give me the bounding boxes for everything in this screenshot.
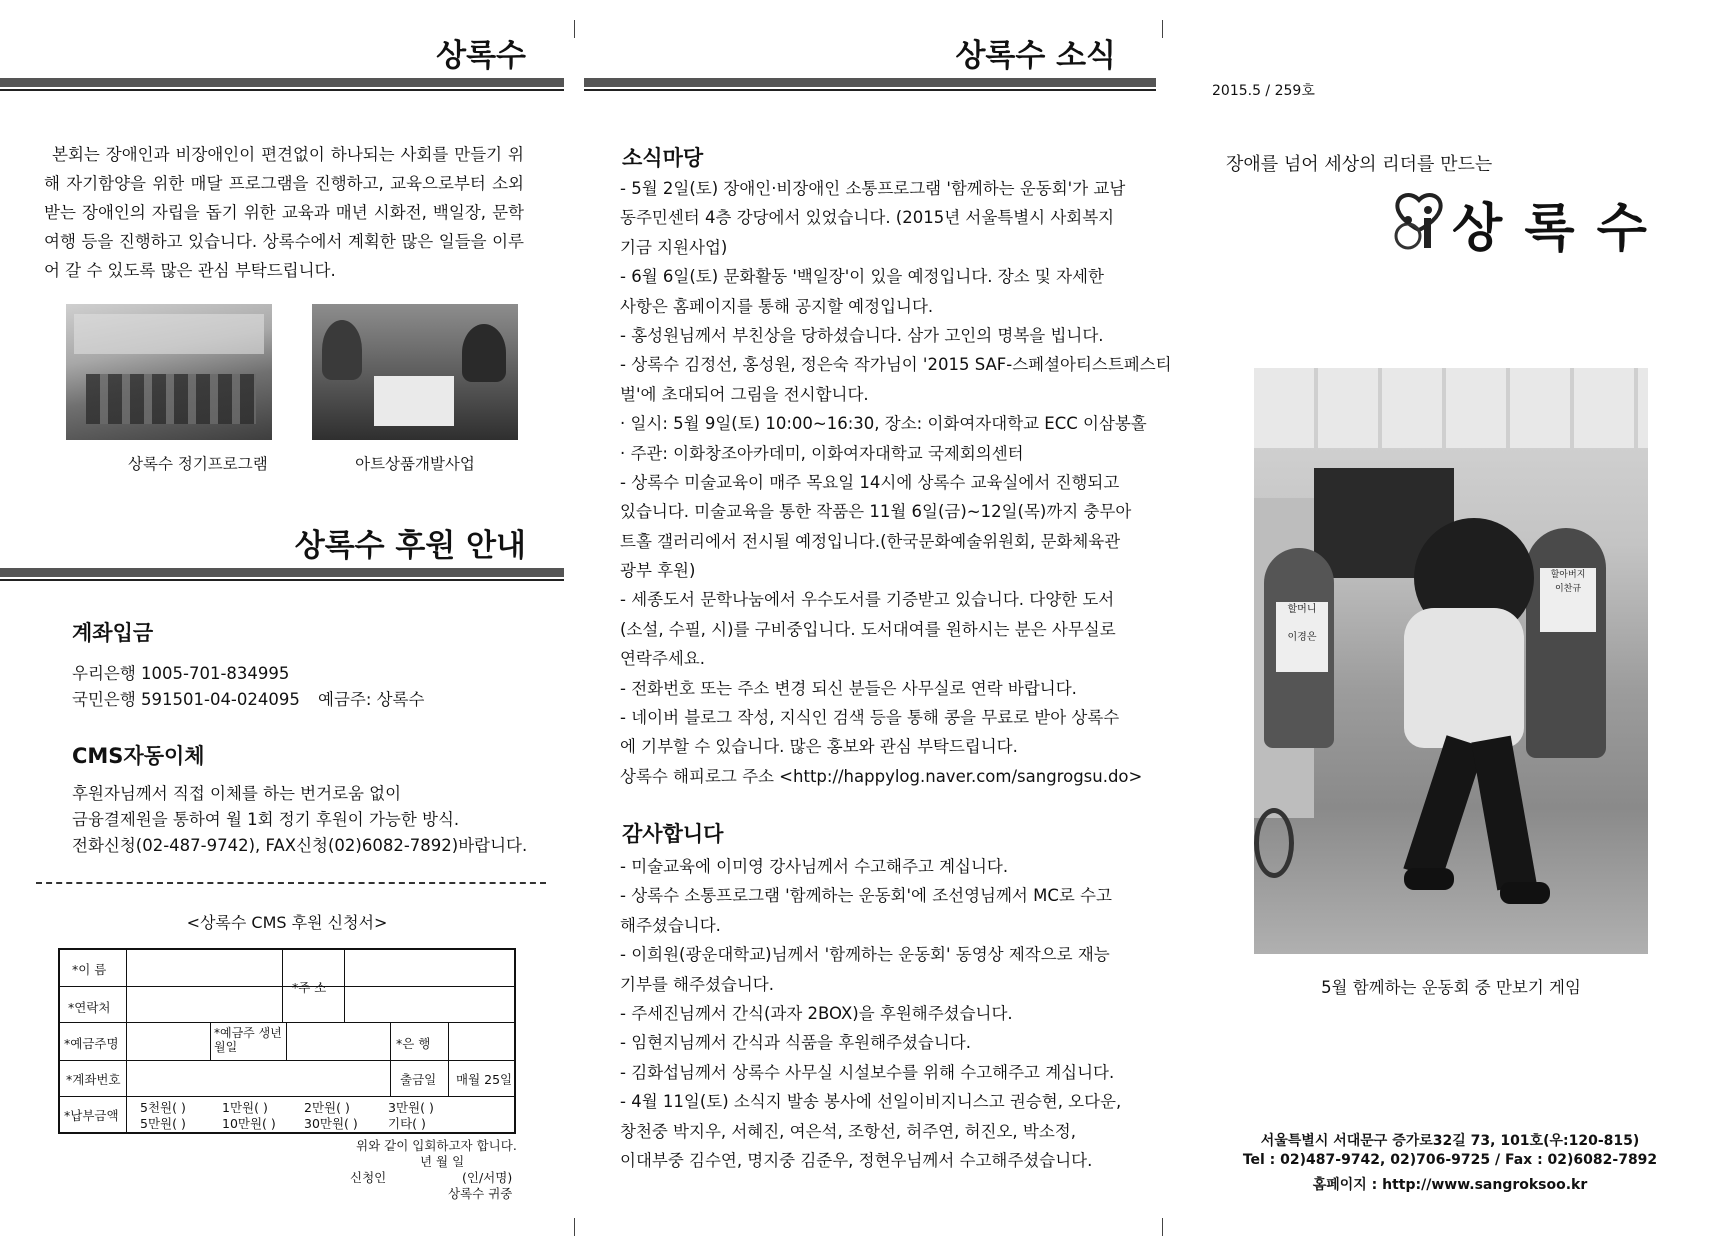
cms-line-2: 금융결제원을 통하여 월 1회 정기 후원이 가능한 방식. xyxy=(72,810,460,829)
regular-program-caption: 상록수 정기프로그램 xyxy=(128,455,268,473)
news-line: 동주민센터 4층 강당에서 있었습니다. (2015년 서울특별시 사회복지 xyxy=(620,208,1115,228)
news-line: 사항은 홈페이지를 통해 공지할 예정입니다. xyxy=(620,296,934,316)
regular-program-photo xyxy=(66,304,272,440)
vest-left-role: 할머니 xyxy=(1287,604,1317,615)
news-heading: 소식마당 xyxy=(622,146,704,170)
news-line: 트홀 갤러리에서 전시될 예정입니다.(한국문화예술위원회, 문화체육관 xyxy=(620,531,1121,551)
form-withdraw-label: 출금일 xyxy=(400,1072,437,1087)
thanks-heading: 감사합니다 xyxy=(622,822,724,846)
thanks-line: 이대부중 김수연, 명지중 김준우, 정현우님께서 수고해주셨습니다. xyxy=(620,1150,1093,1170)
news-line: - 상록수 김정선, 홍성원, 정은숙 작가님이 '2015 SAF-스페셜아티스트페스티 xyxy=(620,355,1172,375)
news-list xyxy=(620,174,1172,791)
form-withdraw-value: 매월 25일 xyxy=(456,1072,513,1087)
sangroksoo-logo-icon xyxy=(1390,190,1448,256)
sports-day-photo xyxy=(1254,368,1648,954)
tagline: 장애를 넘어 세상의 리더를 만드는 xyxy=(1226,154,1493,175)
middle-panel-title: 상록수 소식 xyxy=(955,38,1116,74)
org-address: 서울특별시 서대문구 증가로32길 73, 101호(우:120-815) xyxy=(1260,1133,1640,1149)
cms-application-form xyxy=(58,948,516,1134)
left-panel-title: 상록수 xyxy=(436,38,526,74)
thanks-line: 해주셨습니다. xyxy=(620,915,721,935)
thanks-line: - 4월 11일(토) 소식지 발송 봉사에 선일이비지니스고 권승현, 오다운, xyxy=(620,1092,1122,1112)
amount-option[interactable]: 1만원( ) xyxy=(222,1100,268,1115)
form-contact-label: *연락처 xyxy=(68,1000,111,1015)
news-line: (소설, 수필, 시)를 구비중입니다. 도서대여를 원하시는 분은 사무실로 xyxy=(620,619,1116,639)
bank-account-2: 국민은행 591501-04-024095 xyxy=(72,690,300,709)
thanks-line: - 주세진님께서 간식(과자 2BOX)을 후원해주셨습니다. xyxy=(620,1003,1013,1023)
fold-mark-bottom-left xyxy=(574,1218,575,1236)
news-line: - 전화번호 또는 주소 변경 되신 분들은 사무실로 연락 바랍니다. xyxy=(620,678,1077,698)
news-line: 기금 지원사업) xyxy=(620,237,728,257)
art-product-photo xyxy=(312,304,518,440)
bank-account-1: 우리은행 1005-701-834995 xyxy=(72,664,290,683)
logo-wordmark: 상 록 수 xyxy=(1452,199,1649,259)
news-line: - 홍성원님께서 부친상을 당하셨습니다. 삼가 고인의 명복을 빕니다. xyxy=(620,325,1104,345)
cms-line-3: 전화신청(02-487-9742), FAX신청(02)6082-7892)바랍니다. xyxy=(72,836,528,855)
news-line: 있습니다. 미술교육을 통한 작품은 11월 6일(금)~12일(목)까지 충무아 xyxy=(620,502,1132,522)
amount-option[interactable]: 5천원( ) xyxy=(140,1100,186,1115)
amount-option[interactable]: 3만원( ) xyxy=(388,1100,434,1115)
news-line: · 주관: 이화창조아카데미, 이화여자대학교 국제회의센터 xyxy=(620,443,1024,463)
sports-day-photo-caption: 5월 함께하는 운동회 중 만보기 게임 xyxy=(1321,978,1581,997)
form-footer-recipient: 상록수 귀중 xyxy=(448,1186,513,1201)
form-depositor-birth-label: *예금주 생년월일 xyxy=(214,1026,282,1054)
news-line: 상록수 해피로그 주소 <http://happylog.naver.com/sangrogsu.do> xyxy=(620,766,1143,786)
news-line: - 5월 2일(토) 장애인·비장애인 소통프로그램 '함께하는 운동회'가 교남 xyxy=(620,179,1126,198)
middle-title-bar xyxy=(584,78,1156,87)
org-contact: Tel : 02)487-9742, 02)706-9725 / Fax : 02)6082-7892 xyxy=(1242,1152,1658,1168)
form-depositor-label: *예금주명 xyxy=(64,1036,119,1051)
form-amount-label: *납부금액 xyxy=(64,1108,119,1123)
amount-option[interactable]: 30만원( ) xyxy=(304,1116,358,1131)
news-line: - 세종도서 문학나눔에서 우수도서를 기증받고 있습니다. 다양한 도서 xyxy=(620,590,1115,610)
left-title-bar xyxy=(0,78,564,87)
news-line: 연락주세요. xyxy=(620,649,705,669)
support-title-bar xyxy=(0,568,564,577)
form-footer-applicant: 신청인 xyxy=(350,1170,387,1185)
amount-option[interactable]: 기타( ) xyxy=(388,1116,426,1131)
form-address-label: *주 소 xyxy=(292,980,327,995)
form-footer-date: 년 월 일 xyxy=(420,1154,465,1169)
account-heading: 계좌입금 xyxy=(72,621,154,645)
art-product-caption: 아트상품개발사업 xyxy=(355,455,475,473)
form-account-no-label: *계좌번호 xyxy=(66,1072,121,1087)
cms-line-1: 후원자님께서 직접 이체를 하는 번거로움 없이 xyxy=(72,784,402,803)
vest-right-role: 할아버지 xyxy=(1550,570,1586,580)
issue-number: 2015.5 / 259호 xyxy=(1212,83,1315,99)
support-title: 상록수 후원 안내 xyxy=(294,528,526,564)
news-line: 에 기부할 수 있습니다. 많은 홍보와 관심 부탁드립니다. xyxy=(620,737,1018,757)
form-footer-sign: (인/서명) xyxy=(462,1170,513,1185)
amount-option[interactable]: 2만원( ) xyxy=(304,1100,350,1115)
news-line: · 일시: 5월 9일(토) 10:00~16:30, 장소: 이화여자대학교 ECC 이삼봉홀 xyxy=(620,414,1147,434)
vest-left xyxy=(1276,602,1328,672)
thanks-line: - 상록수 소통프로그램 '함께하는 운동회'에 조선영님께서 MC로 수고 xyxy=(620,886,1112,906)
form-bank-label: *은 행 xyxy=(396,1036,431,1051)
form-footer-declaration: 위와 같이 입회하고자 합니다. xyxy=(356,1138,517,1153)
thanks-line: - 이희원(광운대학교)님께서 '함께하는 운동회' 동영상 제작으로 재능 xyxy=(620,945,1110,965)
thanks-list xyxy=(620,852,1140,1175)
cms-heading: CMS자동이체 xyxy=(72,744,205,768)
form-name-label: *이 름 xyxy=(72,962,107,977)
vest-right-name: 이찬규 xyxy=(1554,584,1582,594)
intro-paragraph: 본회는 장애인과 비장애인이 편견없이 하나되는 사회를 만들기 위해 자기함양을 위한 매달 프로그램을 진행하고, 교육으로부터 소외받는 장애인의 자립을 돕기 위한 교육과 매년 시화전, 백일장, 문학여행 등을 진행하고 있습니다. 상록수에서 계획한 많은 일들을 이루어 갈 수 있도록 많은 관심 부탁드립니다. xyxy=(44,145,524,280)
amount-option[interactable]: 5만원( ) xyxy=(140,1116,186,1131)
fold-mark-bottom-right xyxy=(1162,1218,1163,1236)
news-line: 벌'에 초대되어 그림을 전시합니다. xyxy=(620,384,869,404)
vest-left-name: 이경은 xyxy=(1287,632,1317,643)
thanks-line: - 미술교육에 이미영 강사님께서 수고해주고 계십니다. xyxy=(620,857,1009,876)
vest-right xyxy=(1540,568,1596,632)
org-homepage-link[interactable]: 홈페이지 : http://www.sangroksoo.kr xyxy=(1312,1177,1588,1193)
thanks-line: 기부를 해주셨습니다. xyxy=(620,974,774,994)
news-line: - 상록수 미술교육이 매주 목요일 14시에 상록수 교육실에서 진행되고 xyxy=(620,472,1120,492)
thanks-line: 창천중 박지우, 서혜진, 여은석, 조항선, 허주연, 허진오, 박소정, xyxy=(620,1121,1076,1141)
news-line: 광부 후원) xyxy=(620,561,696,581)
amount-option[interactable]: 10만원( ) xyxy=(222,1116,276,1131)
fold-mark-top-left xyxy=(574,20,575,38)
news-line: - 6월 6일(토) 문화활동 '백일장'이 있을 예정입니다. 장소 및 자세한 xyxy=(620,267,1104,287)
thanks-line: - 임현지님께서 간식과 식품을 후원해주셨습니다. xyxy=(620,1033,971,1053)
fold-mark-top-right xyxy=(1162,20,1163,38)
news-line: - 네이버 블로그 작성, 지식인 검색 등을 통해 콩을 무료로 받아 상록수 xyxy=(620,708,1120,728)
thanks-line: - 김화섭님께서 상록수 사무실 시설보수를 위해 수고해주고 계십니다. xyxy=(620,1062,1115,1082)
form-title: <상록수 CMS 후원 신청서> xyxy=(186,913,388,932)
account-holder: 예금주: 상록수 xyxy=(318,690,425,709)
cut-line xyxy=(36,882,546,884)
